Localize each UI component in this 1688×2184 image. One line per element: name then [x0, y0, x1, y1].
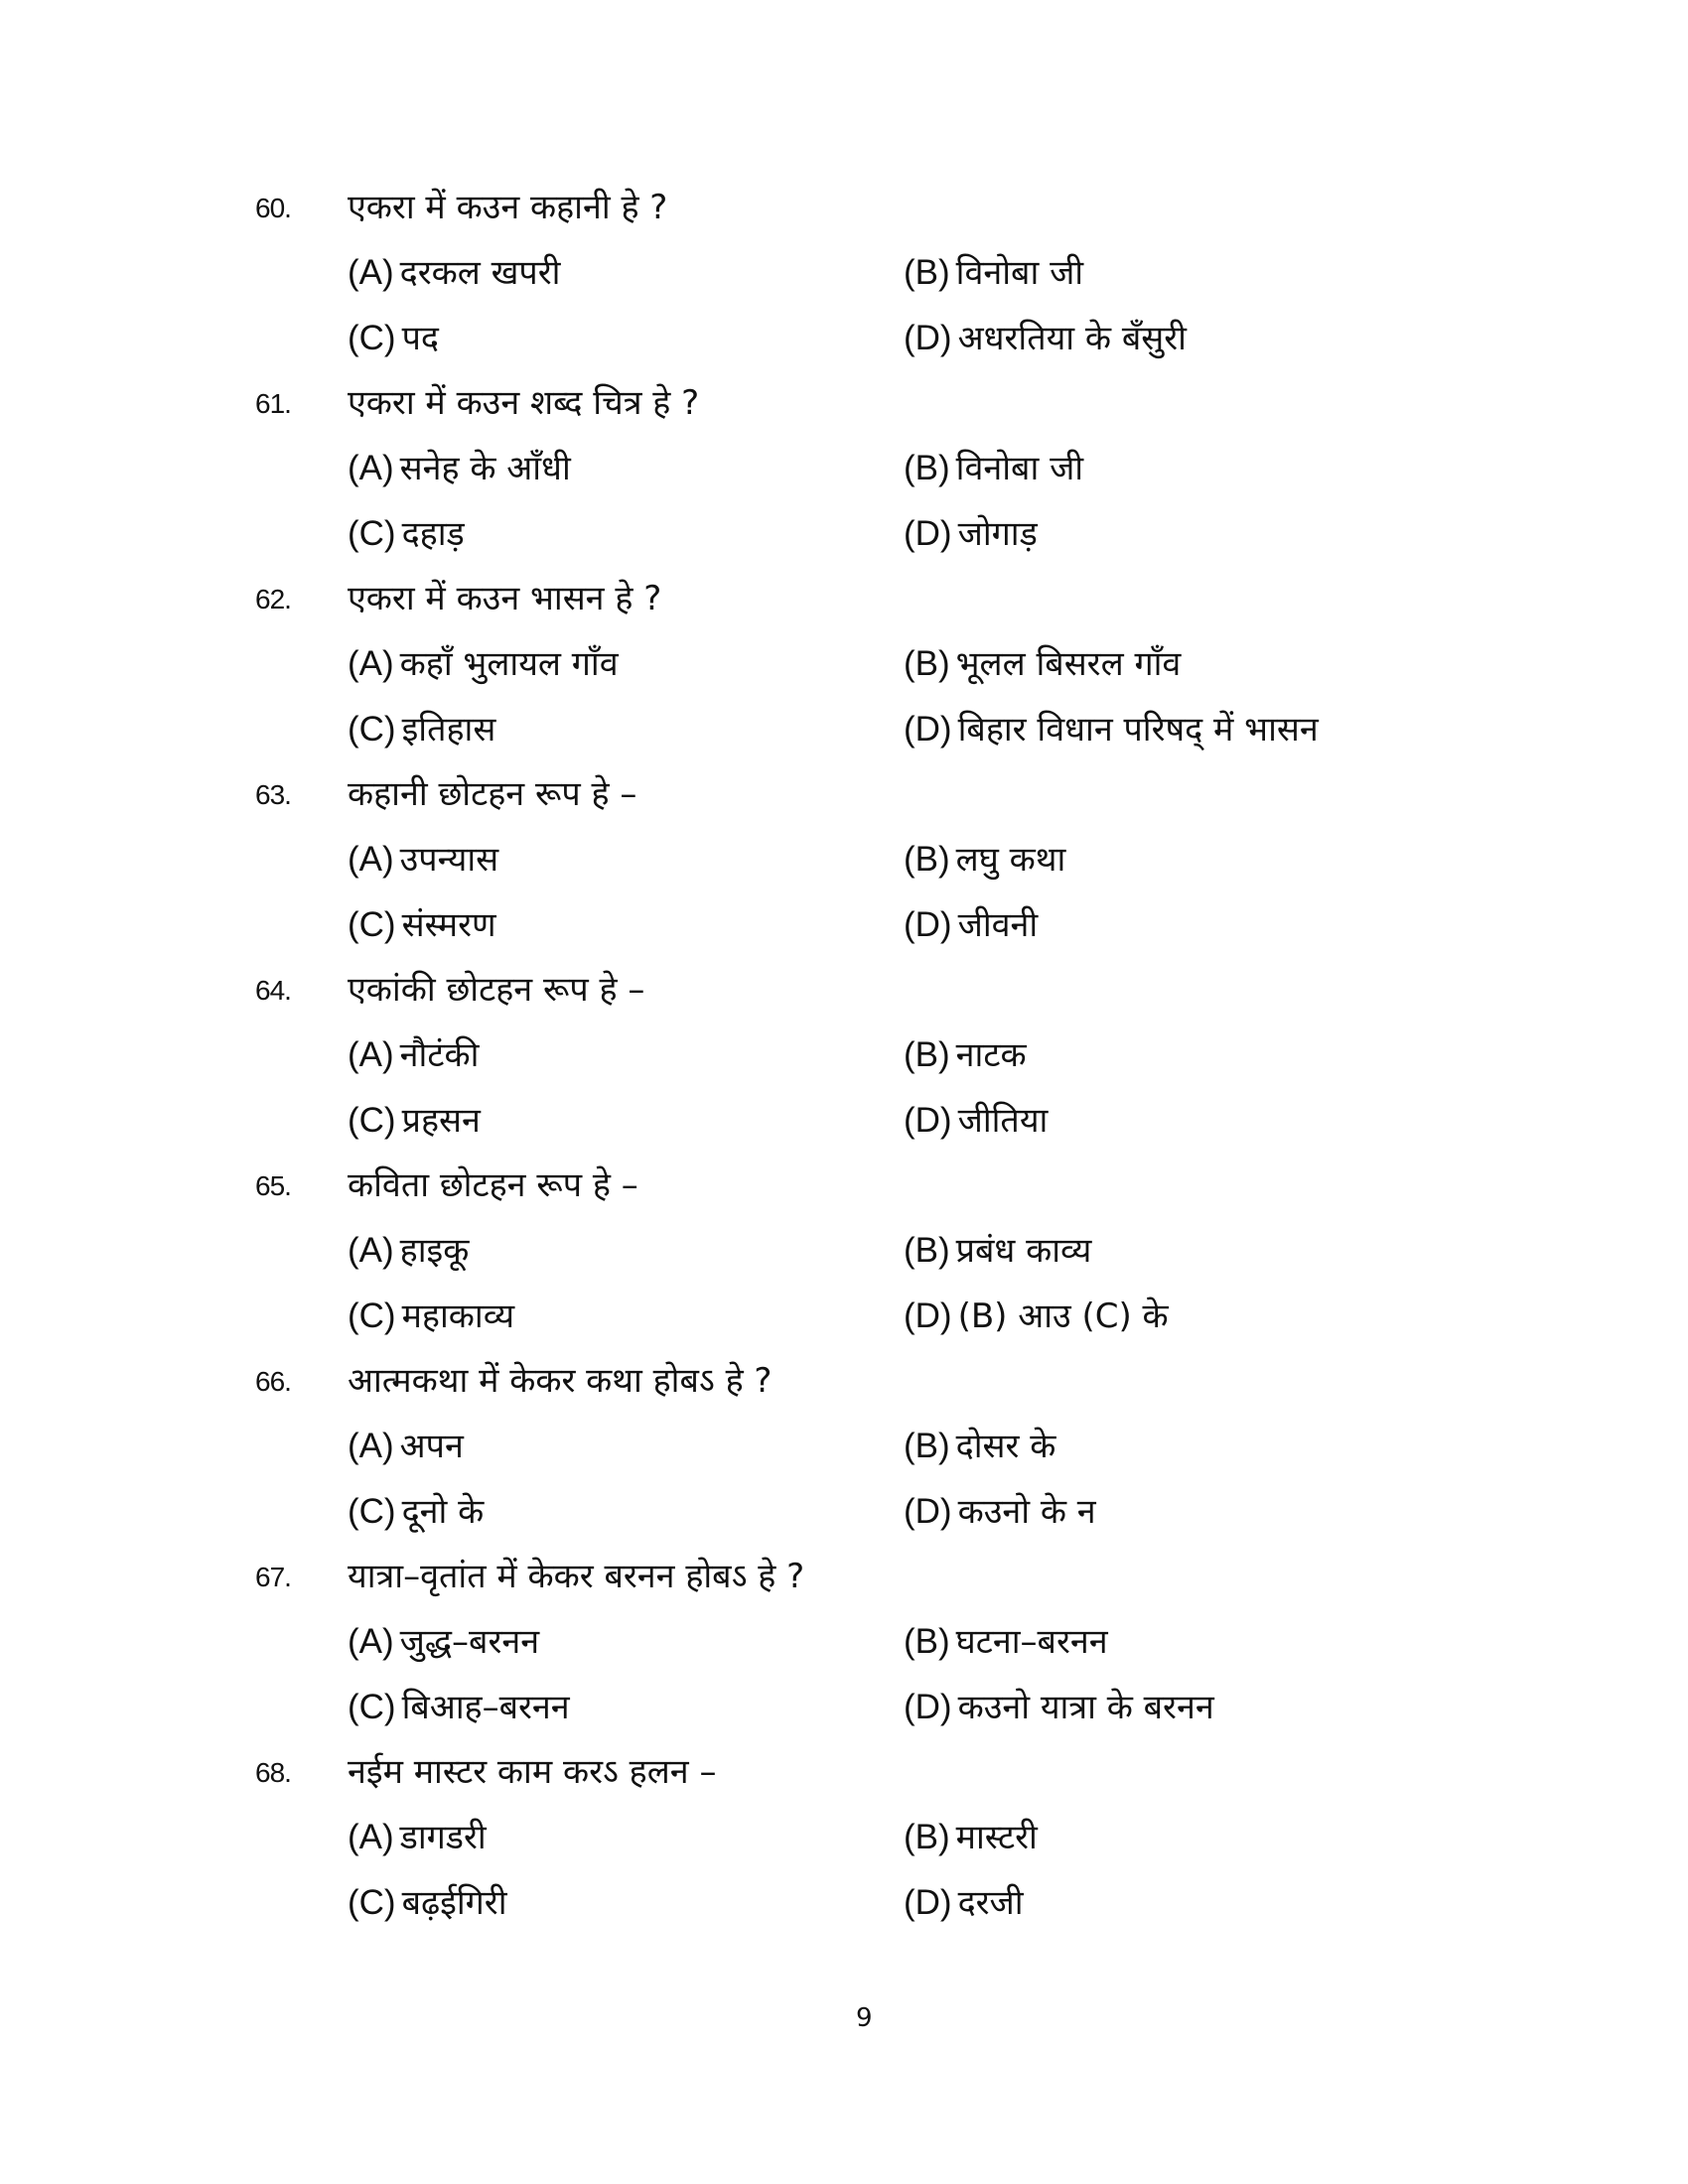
option-b[interactable] [904, 1226, 1091, 1276]
option-c[interactable] [348, 900, 496, 950]
option-b[interactable] [904, 1813, 1038, 1862]
option-letter: (B) [904, 840, 950, 879]
question-text: आत्मकथा में केकर कथा होबऽ हे ? [348, 1361, 773, 1401]
question-text: यात्रा–वृतांत में केकर बरनन होबऽ हे ? [348, 1557, 805, 1596]
question-number: 62. [255, 584, 291, 614]
option-letter: (D) [904, 1101, 952, 1140]
question-number: 60. [255, 193, 291, 223]
option-text: भूलल बिसरल गाँव [955, 644, 1182, 684]
option-text: (B) आउ (C) के [957, 1297, 1169, 1336]
option-text: जोगाड़ [957, 514, 1038, 554]
question-text: एकरा में कउन शब्द चित्र हे ? [348, 383, 700, 423]
option-text: इतिहास [401, 710, 496, 750]
option-text: मास्टरी [955, 1818, 1038, 1857]
option-letter: (B) [904, 1622, 950, 1661]
option-text: दहाड़ [401, 514, 465, 554]
option-d[interactable] [904, 705, 1319, 754]
option-letter: (D) [904, 1688, 952, 1726]
option-letter: (A) [348, 1427, 394, 1465]
option-d[interactable] [904, 1878, 1024, 1928]
option-a[interactable] [348, 444, 571, 493]
question-61 [0, 374, 1688, 570]
question-stem [0, 765, 1688, 815]
option-d[interactable] [904, 1292, 1169, 1341]
option-d[interactable] [904, 1683, 1214, 1732]
option-letter: (D) [904, 1883, 952, 1922]
question-60 [0, 179, 1688, 374]
question-text: कविता छोटहन रूप हे – [348, 1165, 638, 1205]
option-letter: (C) [348, 514, 396, 553]
option-letter: (A) [348, 840, 394, 879]
question-number: 61. [255, 388, 291, 419]
option-text: प्रहसन [401, 1101, 481, 1141]
option-text: लघु कथा [955, 840, 1066, 880]
option-text: जीवनी [957, 905, 1039, 945]
question-67 [0, 1548, 1688, 1743]
option-text: सनेह के आँधी [399, 449, 571, 488]
option-a[interactable] [348, 1226, 469, 1276]
option-text: दरजी [957, 1883, 1024, 1923]
question-stem [0, 374, 1688, 424]
option-a[interactable] [348, 1422, 464, 1471]
question-stem [0, 1157, 1688, 1206]
question-text: कहानी छोटहन रूप हे – [348, 774, 637, 814]
option-letter: (C) [348, 1883, 396, 1922]
option-letter: (C) [348, 1688, 396, 1726]
option-text: विनोबा जी [955, 449, 1084, 488]
option-text: प्रबंध काव्य [955, 1231, 1092, 1271]
question-62 [0, 570, 1688, 765]
option-text: कहाँ भुलायल गाँव [399, 644, 619, 684]
option-a[interactable] [348, 639, 619, 689]
question-68 [0, 1743, 1688, 1939]
page-number: 9 [856, 2003, 873, 2033]
question-64 [0, 961, 1688, 1157]
question-65 [0, 1157, 1688, 1352]
option-text: अपन [399, 1427, 464, 1466]
option-letter: (A) [348, 644, 394, 683]
option-text: दरकल खपरी [399, 253, 561, 293]
option-b[interactable] [904, 1030, 1027, 1080]
option-text: महाकाव्य [401, 1297, 515, 1336]
option-text: अधरतिया के बँसुरी [957, 319, 1187, 358]
option-letter: (D) [904, 319, 952, 357]
option-a[interactable] [348, 835, 498, 885]
option-letter: (B) [904, 644, 950, 683]
option-c[interactable] [348, 314, 439, 363]
question-number: 63. [255, 779, 291, 810]
question-63 [0, 765, 1688, 961]
option-b[interactable] [904, 248, 1083, 298]
option-text: कउनो यात्रा के बरनन [957, 1688, 1214, 1727]
question-stem [0, 1743, 1688, 1793]
option-b[interactable] [904, 639, 1181, 689]
option-letter: (A) [348, 449, 394, 487]
option-text: जुद्ध–बरनन [399, 1622, 540, 1662]
option-d[interactable] [904, 1487, 1096, 1537]
option-text: जीतिया [957, 1101, 1049, 1141]
question-text: एकरा में कउन भासन हे ? [348, 579, 662, 618]
option-text: बढ़ईगिरी [401, 1883, 507, 1923]
question-text: एकांकी छोटहन रूप हे – [348, 970, 645, 1010]
question-number: 65. [255, 1170, 291, 1201]
option-text: दोसर के [955, 1427, 1056, 1466]
option-letter: (D) [904, 1297, 952, 1335]
option-d[interactable] [904, 900, 1038, 950]
option-text: संस्मरण [401, 905, 496, 945]
option-a[interactable] [348, 248, 560, 298]
option-letter: (B) [904, 1818, 950, 1856]
option-a[interactable] [348, 1030, 479, 1080]
option-b[interactable] [904, 1617, 1108, 1667]
option-text: हाइकू [399, 1231, 470, 1271]
option-a[interactable] [348, 1617, 539, 1667]
option-c[interactable] [348, 705, 495, 754]
option-letter: (B) [904, 449, 950, 487]
option-c[interactable] [348, 1096, 481, 1146]
question-stem [0, 1548, 1688, 1597]
option-letter: (A) [348, 1035, 394, 1074]
option-a[interactable] [348, 1813, 487, 1862]
question-number: 66. [255, 1366, 291, 1397]
question-text: एकरा में कउन कहानी हे ? [348, 188, 668, 227]
option-letter: (D) [904, 905, 952, 944]
option-text: डागडरी [399, 1818, 487, 1857]
question-stem [0, 1352, 1688, 1402]
option-b[interactable] [904, 835, 1065, 885]
option-b[interactable] [904, 444, 1083, 493]
option-text: कउनो के न [957, 1492, 1096, 1532]
option-letter: (A) [348, 1622, 394, 1661]
option-text: बिहार विधान परिषद् में भासन [957, 710, 1319, 750]
option-d[interactable] [904, 509, 1038, 559]
option-letter: (C) [348, 905, 396, 944]
option-text: पद [401, 319, 439, 358]
option-b[interactable] [904, 1422, 1055, 1471]
question-number: 68. [255, 1757, 291, 1788]
option-letter: (B) [904, 1035, 950, 1074]
option-text: नाटक [955, 1035, 1027, 1075]
option-letter: (C) [348, 319, 396, 357]
option-d[interactable] [904, 1096, 1048, 1146]
option-c[interactable] [348, 1487, 484, 1537]
option-letter: (A) [348, 253, 394, 292]
option-text: बिआह–बरनन [401, 1688, 570, 1727]
option-letter: (C) [348, 1297, 396, 1335]
option-letter: (D) [904, 1492, 952, 1531]
option-c[interactable] [348, 1878, 507, 1928]
option-letter: (A) [348, 1818, 394, 1856]
option-c[interactable] [348, 1292, 514, 1341]
question-stem [0, 570, 1688, 619]
option-letter: (D) [904, 710, 952, 749]
option-letter: (D) [904, 514, 952, 553]
option-text: उपन्यास [399, 840, 499, 880]
option-letter: (C) [348, 1492, 396, 1531]
option-letter: (A) [348, 1231, 394, 1270]
option-letter: (C) [348, 710, 396, 749]
option-d[interactable] [904, 314, 1187, 363]
question-66 [0, 1352, 1688, 1548]
option-text: विनोबा जी [955, 253, 1084, 293]
question-stem [0, 961, 1688, 1011]
option-text: नौटंकी [399, 1035, 480, 1075]
option-letter: (C) [348, 1101, 396, 1140]
option-letter: (B) [904, 253, 950, 292]
option-letter: (B) [904, 1427, 950, 1465]
question-stem [0, 179, 1688, 228]
option-letter: (B) [904, 1231, 950, 1270]
question-text: नईम मास्टर काम करऽ हलन – [348, 1752, 717, 1792]
option-c[interactable] [348, 1683, 570, 1732]
question-number: 64. [255, 975, 291, 1006]
option-c[interactable] [348, 509, 465, 559]
question-number: 67. [255, 1562, 291, 1592]
option-text: दूनो के [401, 1492, 485, 1532]
option-text: घटना–बरनन [955, 1622, 1108, 1662]
